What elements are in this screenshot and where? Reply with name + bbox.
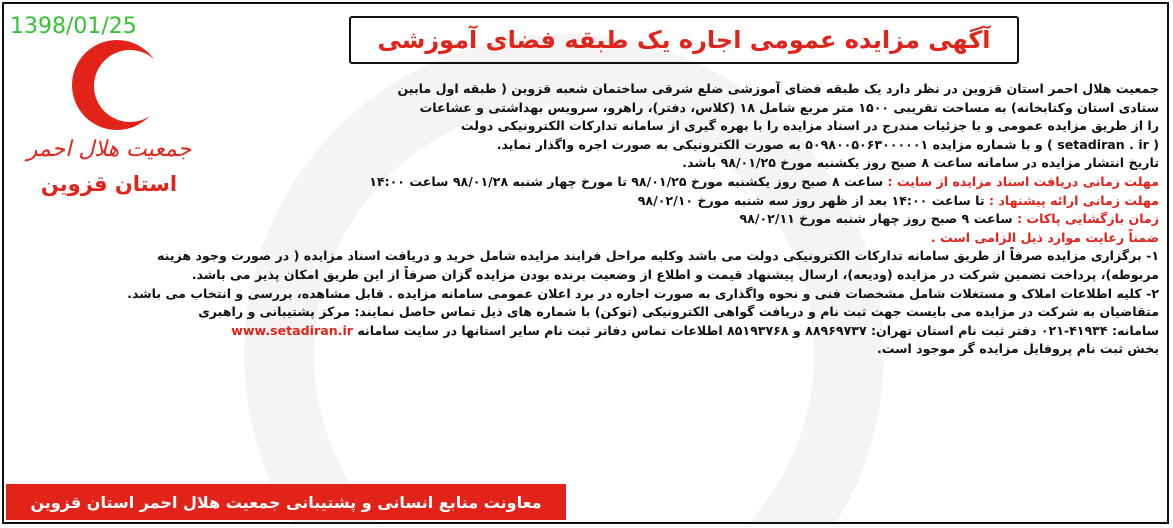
schedule-line	[191, 154, 1159, 173]
advertisement-frame	[2, 2, 1169, 524]
schedule-text: ساعت ۸ صبح روز یکشنبه مورخ ۹۸/۰۱/۲۵ تا مورخ چهار شنبه ۹۸/۰۱/۲۸ ساعت ۱۴:۰۰	[369, 173, 888, 189]
footer-banner: معاونت منابع انسانی و پشتیبانی جمعیت هلال احمر استان قزوین	[6, 484, 566, 520]
schedule-label: زمان بازگشایی پاکات :	[1017, 211, 1159, 227]
note-text: سامانه: ۴۱۹۳۴-۰۲۱ دفتر ثبت نام استان تهران: ۸۸۹۶۹۷۳۷ و ۸۵۱۹۳۷۶۸ اطلاعات تماس دفاتر ثبت نام سایر استانها در سایت سامانه	[357, 322, 1159, 338]
intro-line: را از طریق مزایده عمومی و با جزئیات مندرج در اسناد مزایده را با بهره گیری از سامانه تدارکات الکترونیکی دولت	[460, 118, 1159, 134]
schedule-line	[16, 210, 1159, 229]
schedule-label: مهلت زمانی دریافت اسناد مزایده از سایت :	[887, 173, 1159, 189]
note-line: بخش ثبت نام پروفایل مزایده گر موجود است.	[876, 341, 1159, 357]
schedule-text: تا ساعت ۱۴:۰۰ بعد از ظهر روز سه شنبه مورخ ۹۸/۰۲/۱۰	[637, 192, 989, 208]
note-line: مربوطه)، پرداخت تضمین شرکت در مزایده (ودیعه)، ارسال پیشنهاد قیمت و اطلاع از وضعیت برنده بودن مزایده گزان صرفاً از این طریق امکان پذیر می باشد.	[191, 266, 1159, 282]
ad-title: آگهی مزایده عمومی اجاره یک طبقه فضای آموزشی	[377, 26, 991, 54]
logo-province: استان قزوین	[40, 172, 178, 196]
notice-heading: ضمناً رعایت موارد ذیل الزامی است .	[930, 229, 1159, 245]
note-line: ۱- برگزاری مزایده صرفاً از طریق سامانه تدارکات الکترونیکی دولت می باشد وکلیه مراحل فرایند مزایده شامل خرید و دریافت اسناد مزایده ( در صورت وجود هزینه	[157, 248, 1159, 264]
note-line	[16, 322, 1159, 341]
intro-line: ستادی استان وکتابخانه) به مساحت تقریبی ۱۵۰۰ متر مربع شامل ۱۸ (کلاس، دفتر)، راهرو، سرویس بهداشتی و عشاعات	[419, 99, 1159, 115]
schedule-text: ساعت ۹ صبح روز چهار شنبه مورخ ۹۸/۰۲/۱۱	[739, 211, 1018, 227]
intro-line: ( setadiran . ir ) و با شماره مزایده ۵۰۹۸۰۰۵۰۶۳۰۰۰۰۰۱ به صورت الکترونیکی به صورت اجره واگذار نماید.	[496, 136, 1159, 152]
schedule-line	[16, 173, 1159, 192]
publish-date: 1398/01/25	[10, 14, 137, 39]
logo-org-name: جمعیت هلال احمر	[26, 137, 192, 162]
title-box	[349, 16, 1019, 64]
intro-line: جمعیت هلال احمر استان قزوین در نظر دارد یک طبقه فضای آموزشی ضلع شرقی ساختمان شعبه قزوین ( طبقه اول مابین	[397, 81, 1159, 96]
note-line: متقاضیان به شرکت در مزایده می بایست جهت ثبت نام و دریافت گواهی الکترونیکی (توکن) با شماره های ذیل تماس حاصل نمایند: مرکز پشتیبانی و راهبری	[198, 304, 1159, 320]
note-line: ۲- کلیه اطلاعات املاک و مستغلات شامل مشخصات فنی و نحوه واگذاری به صورت اجاره در برد اعلان عمومی سامانه مزایده . قابل مشاهده، بررسی و انتخاب می باشد.	[127, 285, 1159, 301]
ad-body	[16, 80, 1159, 359]
website-link[interactable]: www.setadiran.ir	[231, 322, 353, 338]
intro-block	[16, 80, 1159, 173]
schedule-label: مهلت زمانی ارائه پیشنهاد :	[989, 192, 1159, 208]
schedule-line	[16, 192, 1159, 211]
schedule-text: تاریخ انتشار مزایده در سامانه ساعت ۸ صبح روز یکشنبه مورخ ۹۸/۰۱/۲۵ باشد.	[682, 155, 1159, 171]
